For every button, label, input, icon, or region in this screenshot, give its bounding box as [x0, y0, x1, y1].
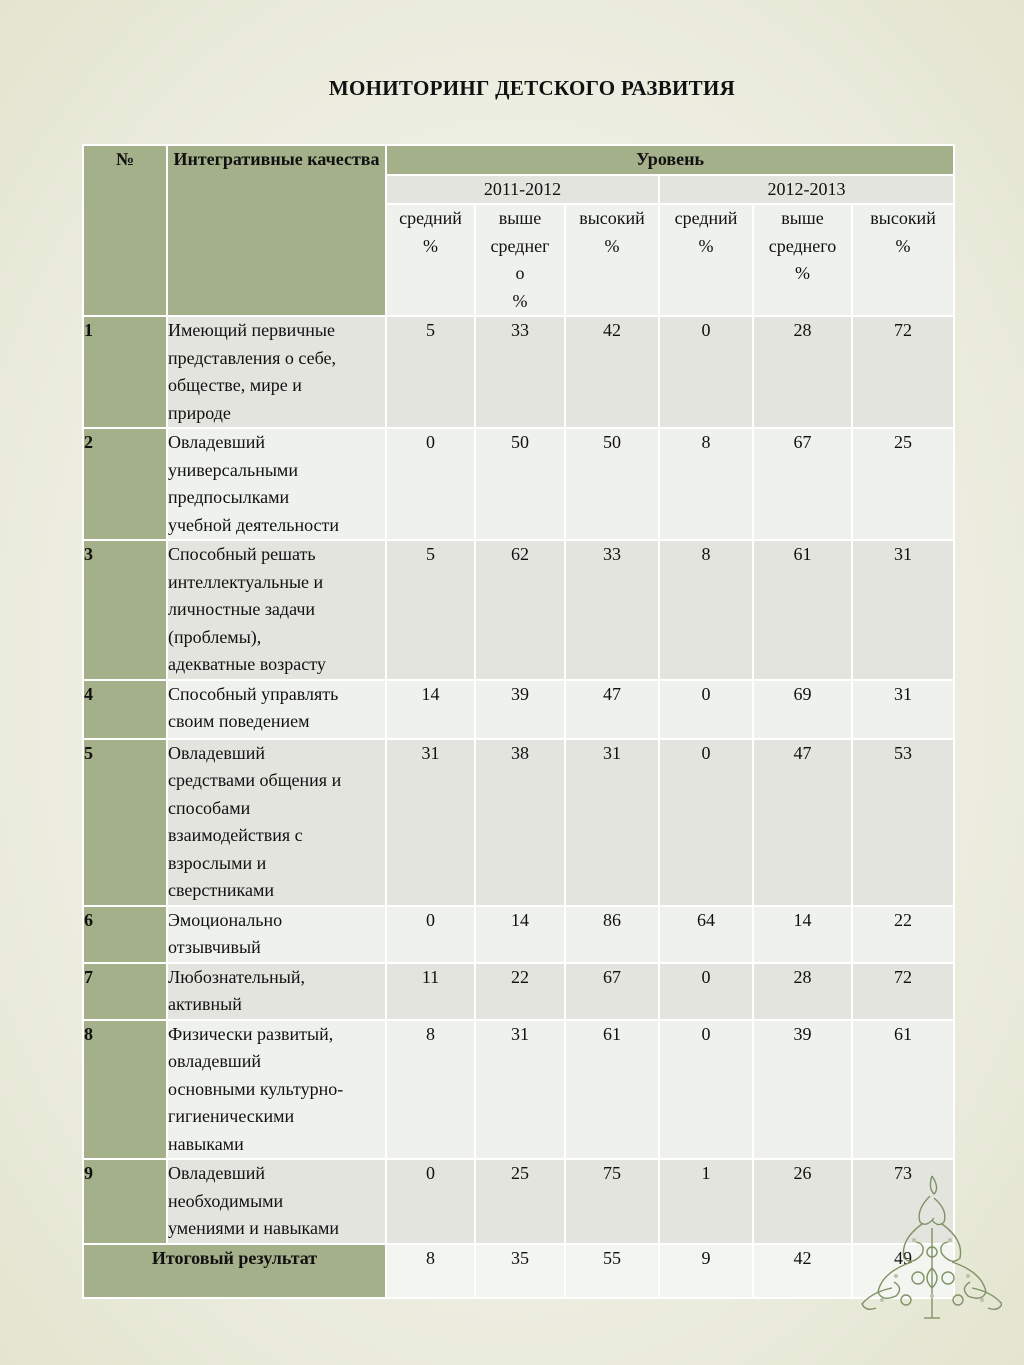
value-cell: 5 — [386, 540, 475, 680]
row-number: 7 — [83, 963, 167, 1020]
header-sub-line: % — [604, 235, 620, 256]
value-cell: 0 — [386, 906, 475, 963]
table-row — [83, 316, 954, 428]
quality-line: активный — [168, 994, 242, 1014]
quality-line: предпосылками — [168, 487, 290, 507]
row-quality — [167, 316, 386, 428]
value-cell: 25 — [852, 428, 954, 540]
table-row — [83, 428, 954, 540]
total-value-cell: 55 — [565, 1244, 659, 1298]
value-cell: 53 — [852, 739, 954, 906]
row-number: 9 — [83, 1159, 167, 1244]
quality-line: отзывчивый — [168, 937, 261, 957]
quality-line: умениями и навыками — [168, 1218, 340, 1238]
row-number: 1 — [83, 316, 167, 428]
value-cell: 1 — [659, 1159, 753, 1244]
row-number: 8 — [83, 1020, 167, 1160]
value-cell: 38 — [475, 739, 565, 906]
header-sub-line: среднего — [768, 235, 837, 256]
value-cell: 0 — [386, 1159, 475, 1244]
value-cell: 22 — [475, 963, 565, 1020]
quality-line: Эмоционально — [168, 909, 283, 930]
quality-line: Овладевший — [168, 432, 266, 452]
header-year-2011: 2011-2012 — [386, 175, 659, 205]
row-quality — [167, 680, 386, 739]
value-cell: 28 — [753, 316, 852, 428]
value-cell: 0 — [659, 680, 753, 739]
row-quality — [167, 1020, 386, 1160]
value-cell: 61 — [852, 1020, 954, 1160]
quality-line: способами — [168, 797, 251, 818]
header-level: Уровень — [386, 145, 954, 175]
row-number: 4 — [83, 680, 167, 739]
value-cell: 39 — [475, 680, 565, 739]
value-cell: 25 — [475, 1159, 565, 1244]
value-cell: 26 — [753, 1159, 852, 1244]
header-sub-4 — [753, 204, 852, 316]
header-sub-line: % — [423, 235, 438, 256]
total-value-cell: 42 — [753, 1244, 852, 1298]
quality-line: сверстниками — [168, 880, 274, 900]
value-cell: 67 — [753, 428, 852, 540]
quality-line: Способный решать — [168, 544, 316, 564]
header-sub-line: выше — [781, 208, 824, 228]
value-cell: 47 — [565, 680, 659, 739]
quality-line: гигиеническими — [168, 1106, 295, 1126]
header-sub-line: % — [512, 290, 528, 311]
quality-line: средствами общения и — [168, 770, 342, 790]
header-sub-1 — [475, 204, 565, 316]
value-cell: 33 — [475, 316, 565, 428]
total-value-cell: 35 — [475, 1244, 565, 1298]
value-cell: 11 — [386, 963, 475, 1020]
total-value-cell: 9 — [659, 1244, 753, 1298]
value-cell: 0 — [659, 739, 753, 906]
row-number: 2 — [83, 428, 167, 540]
table-row — [83, 739, 954, 906]
total-value-cell: 8 — [386, 1244, 475, 1298]
value-cell: 39 — [753, 1020, 852, 1160]
value-cell: 0 — [386, 428, 475, 540]
total-label: Итоговый результат — [83, 1244, 386, 1298]
header-sub-line: % — [895, 235, 911, 256]
table-row — [83, 540, 954, 680]
header-sub-line: средний — [399, 208, 462, 228]
value-cell: 73 — [852, 1159, 954, 1244]
value-cell: 72 — [852, 963, 954, 1020]
header-sub-line: о — [515, 263, 525, 283]
value-cell: 33 — [565, 540, 659, 680]
table-row — [83, 906, 954, 963]
value-cell: 8 — [659, 540, 753, 680]
value-cell: 86 — [565, 906, 659, 963]
quality-line: навыками — [168, 1133, 244, 1154]
row-number: 5 — [83, 739, 167, 906]
page-title: МОНИТОРИНГ ДЕТСКОГО РАЗВИТИЯ — [328, 76, 736, 100]
table-row — [83, 680, 954, 739]
quality-line: Овладевший — [168, 742, 266, 763]
quality-line: Овладевший — [168, 1163, 266, 1183]
quality-line: адекватные возрасту — [168, 654, 326, 674]
value-cell: 50 — [475, 428, 565, 540]
quality-line: основными культурно- — [168, 1078, 344, 1099]
header-sub-line: выше — [498, 208, 542, 228]
value-cell: 5 — [386, 316, 475, 428]
value-cell: 14 — [475, 906, 565, 963]
value-cell: 42 — [565, 316, 659, 428]
value-cell: 0 — [659, 1020, 753, 1160]
row-quality — [167, 540, 386, 680]
value-cell: 61 — [753, 540, 852, 680]
header-sub-0 — [386, 204, 475, 316]
table-row — [83, 1159, 954, 1244]
quality-line: необходимыми — [168, 1190, 284, 1211]
header-year-2012: 2012-2013 — [659, 175, 954, 205]
value-cell: 31 — [852, 540, 954, 680]
value-cell: 8 — [659, 428, 753, 540]
value-cell: 62 — [475, 540, 565, 680]
row-quality — [167, 428, 386, 540]
value-cell: 75 — [565, 1159, 659, 1244]
value-cell: 31 — [386, 739, 475, 906]
value-cell: 14 — [386, 680, 475, 739]
total-row — [83, 1244, 954, 1298]
quality-line: Способный управлять — [168, 683, 339, 704]
row-quality — [167, 1159, 386, 1244]
quality-line: Имеющий первичные — [168, 320, 335, 340]
value-cell: 72 — [852, 316, 954, 428]
header-sub-line: средний — [674, 208, 738, 228]
header-sub-line: высокий — [579, 208, 645, 228]
quality-line: овладевший — [168, 1051, 262, 1071]
quality-line: своим поведением — [168, 711, 310, 731]
value-cell: 67 — [565, 963, 659, 1020]
quality-line: учебной деятельности — [168, 514, 340, 535]
quality-line: личностные задачи — [168, 599, 316, 619]
header-sub-2 — [565, 204, 659, 316]
quality-line: представления о себе, — [168, 347, 336, 368]
quality-line: обществе, мире и — [168, 375, 302, 395]
value-cell: 0 — [659, 316, 753, 428]
quality-line: интеллектуальные и — [168, 571, 324, 592]
table-row — [83, 963, 954, 1020]
monitoring-table — [82, 144, 955, 1299]
quality-line: природе — [168, 402, 231, 423]
header-sub-line: высокий — [870, 208, 936, 228]
value-cell: 0 — [659, 963, 753, 1020]
row-quality — [167, 739, 386, 906]
header-sub-3 — [659, 204, 753, 316]
quality-line: взрослыми и — [168, 852, 267, 873]
row-number: 3 — [83, 540, 167, 680]
header-sub-5 — [852, 204, 954, 316]
quality-line: взаимодействия с — [168, 825, 303, 845]
value-cell: 22 — [852, 906, 954, 963]
table-row — [83, 1020, 954, 1160]
value-cell: 50 — [565, 428, 659, 540]
row-number: 6 — [83, 906, 167, 963]
header-quality: Интегративные качества — [167, 145, 386, 316]
value-cell: 31 — [852, 680, 954, 739]
value-cell: 69 — [753, 680, 852, 739]
header-sub-line: % — [698, 235, 714, 256]
header-sub-line: среднег — [490, 235, 550, 256]
row-quality — [167, 906, 386, 963]
value-cell: 47 — [753, 739, 852, 906]
value-cell: 28 — [753, 963, 852, 1020]
quality-line: Любознательный, — [168, 966, 305, 987]
value-cell: 14 — [753, 906, 852, 963]
value-cell: 61 — [565, 1020, 659, 1160]
value-cell: 31 — [475, 1020, 565, 1160]
quality-line: Физически развитый, — [168, 1023, 334, 1044]
quality-line: универсальными — [168, 459, 298, 480]
value-cell: 31 — [565, 739, 659, 906]
value-cell: 64 — [659, 906, 753, 963]
value-cell: 8 — [386, 1020, 475, 1160]
total-value-cell: 49 — [852, 1244, 954, 1298]
header-sub-line: % — [795, 263, 810, 283]
row-quality — [167, 963, 386, 1020]
quality-line: (проблемы), — [168, 626, 262, 647]
header-num: № — [83, 145, 167, 316]
swirl-tree-icon — [852, 1168, 1002, 1328]
